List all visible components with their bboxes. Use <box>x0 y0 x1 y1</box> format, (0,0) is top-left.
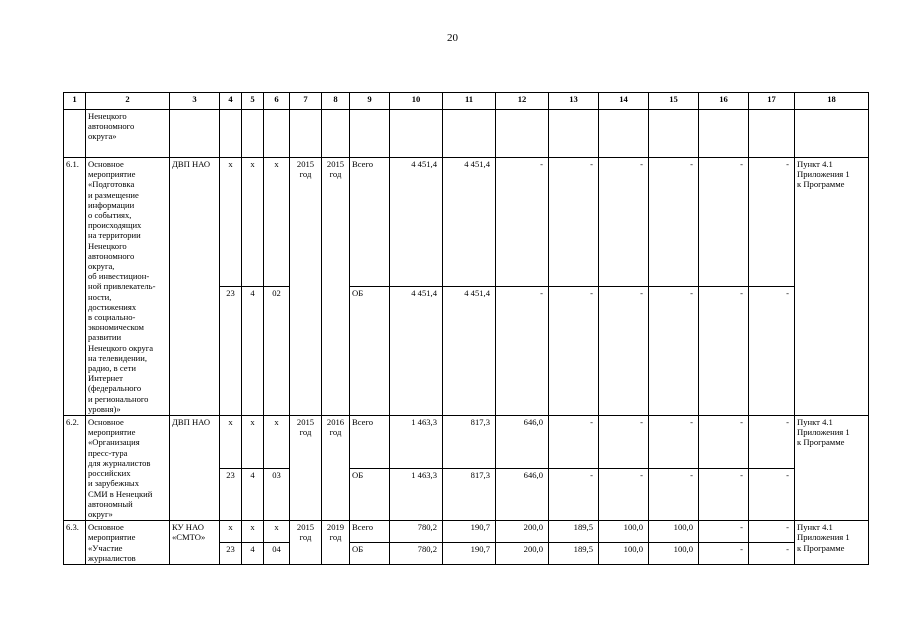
amount-cell: 190,7 <box>443 543 496 565</box>
amount-cell: 4 451,4 <box>443 287 496 416</box>
empty-cell <box>649 110 699 158</box>
funding-source: Всего <box>350 416 390 469</box>
empty-cell <box>242 110 264 158</box>
note-reference: Пункт 4.1 Приложения 1 к Программе <box>795 521 869 565</box>
amount-cell: - <box>649 468 699 521</box>
column-number-2: 2 <box>86 93 170 110</box>
column-number-18: 18 <box>795 93 869 110</box>
column-number-8: 8 <box>322 93 350 110</box>
column-number-6: 6 <box>264 93 290 110</box>
code-cell: х <box>220 158 242 287</box>
amount-cell: 190,7 <box>443 521 496 543</box>
amount-cell: - <box>699 416 749 469</box>
column-number-1: 1 <box>64 93 86 110</box>
activity-description: Основное мероприятие «Подготовка и размещение информации о событиях, происходящих на территории Ненецкого автономного округа, об инвестицион- ной привлекатель- ности, достижениях в социально- экономическом развитии Ненецкого округа на телевидении, радио, в сети Интернет (федерального и регионального уровня)» <box>86 158 170 416</box>
end-year: 2016 год <box>322 416 350 521</box>
code-cell: х <box>264 416 290 469</box>
amount-cell: 780,2 <box>390 521 443 543</box>
column-number-7: 7 <box>290 93 322 110</box>
empty-cell <box>290 110 322 158</box>
amount-cell: - <box>599 287 649 416</box>
amount-cell: 200,0 <box>496 521 549 543</box>
empty-cell <box>170 110 220 158</box>
end-year: 2015 год <box>322 158 350 416</box>
code-cell: 23 <box>220 287 242 416</box>
row-number: 6.2. <box>64 416 86 521</box>
page-number: 20 <box>447 32 458 44</box>
amount-cell: 817,3 <box>443 468 496 521</box>
executor: ДВП НАО <box>170 158 220 416</box>
amount-cell: 4 451,4 <box>390 287 443 416</box>
table-row <box>64 158 869 287</box>
column-number-4: 4 <box>220 93 242 110</box>
table-row <box>64 521 869 543</box>
amount-cell: 100,0 <box>599 543 649 565</box>
amount-cell: 817,3 <box>443 416 496 469</box>
note-reference: Пункт 4.1 Приложения 1 к Программе <box>795 158 869 416</box>
code-cell: 4 <box>242 468 264 521</box>
column-number-3: 3 <box>170 93 220 110</box>
empty-cell <box>795 110 869 158</box>
continuation-row <box>64 110 869 158</box>
code-cell: 04 <box>264 543 290 565</box>
amount-cell: - <box>599 416 649 469</box>
table-row <box>64 416 869 469</box>
code-cell: х <box>220 521 242 543</box>
amount-cell: 646,0 <box>496 416 549 469</box>
empty-cell <box>64 110 86 158</box>
amount-cell: - <box>699 521 749 543</box>
empty-cell <box>549 110 599 158</box>
amount-cell: 1 463,3 <box>390 468 443 521</box>
amount-cell: 100,0 <box>649 543 699 565</box>
note-reference: Пункт 4.1 Приложения 1 к Программе <box>795 416 869 521</box>
amount-cell: - <box>549 416 599 469</box>
amount-cell: 780,2 <box>390 543 443 565</box>
amount-cell: - <box>599 468 649 521</box>
amount-cell: 189,5 <box>549 543 599 565</box>
amount-cell: - <box>496 158 549 287</box>
column-number-9: 9 <box>350 93 390 110</box>
column-number-15: 15 <box>649 93 699 110</box>
amount-cell: 100,0 <box>649 521 699 543</box>
code-cell: 23 <box>220 543 242 565</box>
column-number-5: 5 <box>242 93 264 110</box>
empty-cell <box>322 110 350 158</box>
funding-source: ОБ <box>350 287 390 416</box>
amount-cell: - <box>496 287 549 416</box>
amount-cell: 100,0 <box>599 521 649 543</box>
end-year: 2019 год <box>322 521 350 565</box>
amount-cell: - <box>549 468 599 521</box>
amount-cell: - <box>599 158 649 287</box>
amount-cell: - <box>699 158 749 287</box>
column-number-16: 16 <box>699 93 749 110</box>
column-number-11: 11 <box>443 93 496 110</box>
start-year: 2015 год <box>290 158 322 416</box>
funding-source: Всего <box>350 158 390 287</box>
empty-cell <box>350 110 390 158</box>
code-cell: х <box>242 416 264 469</box>
code-cell: 03 <box>264 468 290 521</box>
column-number-17: 17 <box>749 93 795 110</box>
amount-cell: - <box>749 543 795 565</box>
amount-cell: - <box>649 416 699 469</box>
empty-cell <box>390 110 443 158</box>
code-cell: 02 <box>264 287 290 416</box>
amount-cell: - <box>699 543 749 565</box>
continuation-text: Ненецкого автономного округа» <box>86 110 170 158</box>
amount-cell: - <box>749 287 795 416</box>
funding-source: Всего <box>350 521 390 543</box>
amount-cell: - <box>749 521 795 543</box>
empty-cell <box>443 110 496 158</box>
empty-cell <box>699 110 749 158</box>
empty-cell <box>599 110 649 158</box>
amount-cell: - <box>699 287 749 416</box>
funding-source: ОБ <box>350 468 390 521</box>
start-year: 2015 год <box>290 521 322 565</box>
executor: КУ НАО «СМТО» <box>170 521 220 565</box>
amount-cell: - <box>699 468 749 521</box>
amount-cell: - <box>749 468 795 521</box>
row-number: 6.3. <box>64 521 86 565</box>
amount-cell: - <box>549 287 599 416</box>
code-cell: х <box>220 416 242 469</box>
row-number: 6.1. <box>64 158 86 416</box>
empty-cell <box>749 110 795 158</box>
column-number-12: 12 <box>496 93 549 110</box>
code-cell: х <box>264 521 290 543</box>
activity-description: Основное мероприятие «Организация пресс-тура для журналистов российских и зарубежных СМИ в Ненецкий автономный округ» <box>86 416 170 521</box>
funding-source: ОБ <box>350 543 390 565</box>
amount-cell: 189,5 <box>549 521 599 543</box>
code-cell: х <box>242 521 264 543</box>
amount-cell: 646,0 <box>496 468 549 521</box>
program-activities-table <box>63 92 869 565</box>
amount-cell: - <box>749 158 795 287</box>
start-year: 2015 год <box>290 416 322 521</box>
header-row <box>64 93 869 110</box>
code-cell: 23 <box>220 468 242 521</box>
amount-cell: - <box>649 287 699 416</box>
empty-cell <box>220 110 242 158</box>
code-cell: х <box>264 158 290 287</box>
amount-cell: 1 463,3 <box>390 416 443 469</box>
activity-description: Основное мероприятие «Участие журналистов <box>86 521 170 565</box>
amount-cell: 4 451,4 <box>390 158 443 287</box>
amount-cell: - <box>749 416 795 469</box>
amount-cell: - <box>649 158 699 287</box>
executor: ДВП НАО <box>170 416 220 521</box>
column-number-14: 14 <box>599 93 649 110</box>
amount-cell: 4 451,4 <box>443 158 496 287</box>
code-cell: 4 <box>242 287 264 416</box>
empty-cell <box>496 110 549 158</box>
code-cell: 4 <box>242 543 264 565</box>
column-number-10: 10 <box>390 93 443 110</box>
column-number-13: 13 <box>549 93 599 110</box>
empty-cell <box>264 110 290 158</box>
amount-cell: - <box>549 158 599 287</box>
amount-cell: 200,0 <box>496 543 549 565</box>
code-cell: х <box>242 158 264 287</box>
